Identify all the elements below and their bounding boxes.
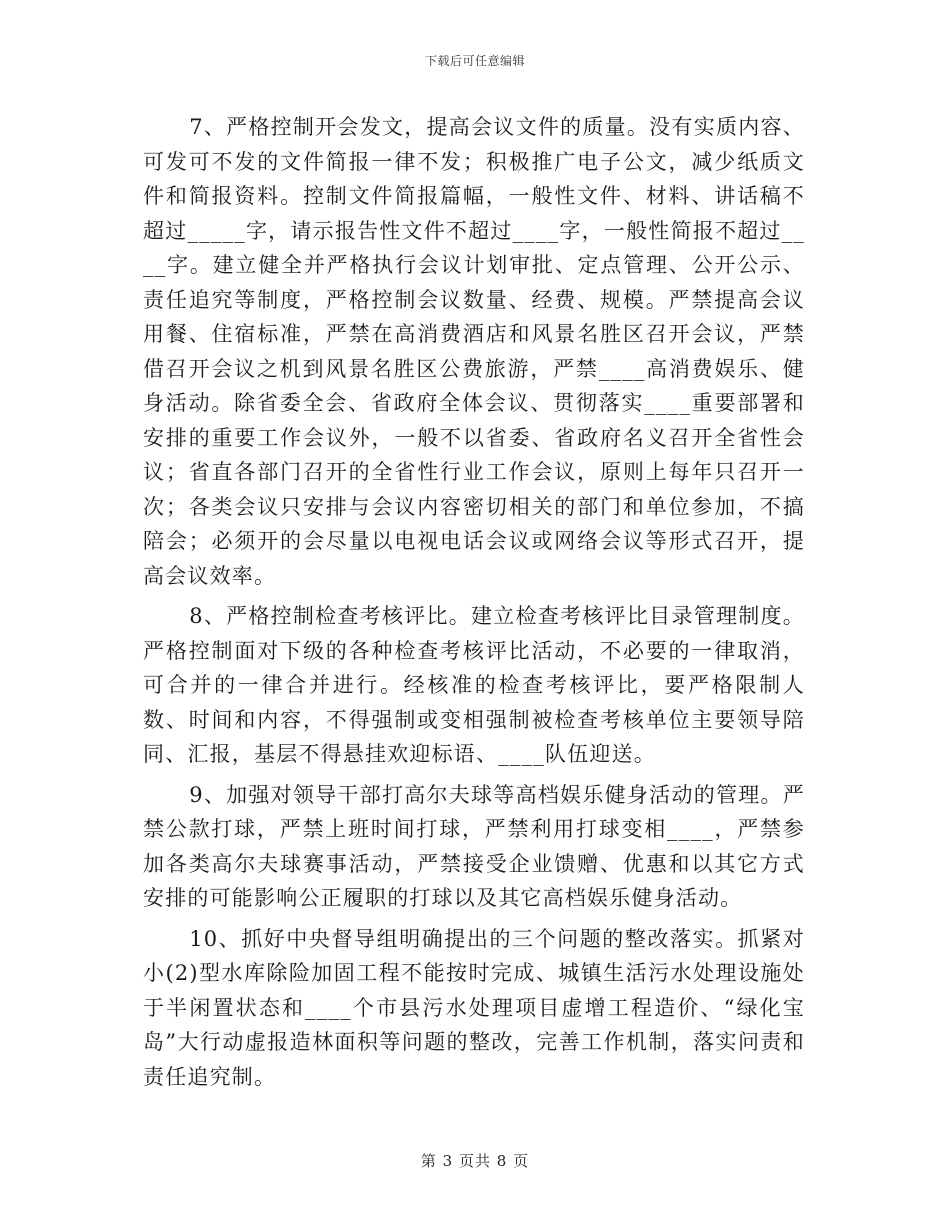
document-body <box>143 110 805 1094</box>
paragraph-item-9: 9、加强对领导干部打高尔夫球等高档娱乐健身活动的管理。严禁公款打球，严禁上班时间打球，严禁利用打球变相____，严禁参加各类高尔夫球赛事活动，严禁接受企业馈赠、优惠和以其它方式安排的可能影响公正履职的打球以及其它高档娱乐健身活动。 <box>143 782 805 910</box>
paragraph-item-7: 7、严格控制开会发文，提高会议文件的质量。没有实质内容、可发可不发的文件简报一律不发；积极推广电子公文，减少纸质文件和简报资料。控制文件简报篇幅，一般性文件、材料、讲话稿不超过_____字，请示报告性文件不超过____字，一般性简报不超过____字。建立健全并严格执行会议计划审批、定点管理、公开公示、责任追究等制度，严格控制会议数量、经费、规模。严禁提高会议用餐、住宿标准，严禁在高消费酒店和风景名胜区召开会议，严禁借召开会议之机到风景名胜区公费旅游，严禁____高消费娱乐、健身活动。除省委全会、省政府全体会议、贯彻落实____重要部署和安排的重要工作会议外，一般不以省委、省政府名义召开全省性会议；省直各部门召开的全省性行业工作会议，原则上每年只召开一次；各类会议只安排与会议内容密切相关的部门和单位参加，不搞陪会；必须开的会尽量以电视电话会议或网络会议等形式召开，提高会议效率。 <box>143 115 805 588</box>
paragraph-item-8: 8、严格控制检查考核评比。建立检查考核评比目录管理制度。严格控制面对下级的各种检查考核评比活动，不必要的一律取消，可合并的一律合并进行。经核准的检查考核评比，要严格限制人数、时间和内容，不得强制或变相强制被检查考核单位主要领导陪同、汇报，基层不得悬挂欢迎标语、____队伍迎送。 <box>143 604 805 766</box>
page-number: 第 3 页共 8 页 <box>420 1152 530 1170</box>
page-header: 下载后可任意编辑 <box>424 54 525 68</box>
paragraph-item-10: 10、抓好中央督导组明确提出的三个问题的整改落实。抓紧对小(2)型水库除险加固工程不能按时完成、城镇生活污水处理设施处于半闲置状态和____个市县污水处理项目虚增工程造价、“绿化宝岛”大行动虚报造林面积等问题的整改，完善工作机制，落实问责和责任追究制。 <box>143 926 805 1089</box>
